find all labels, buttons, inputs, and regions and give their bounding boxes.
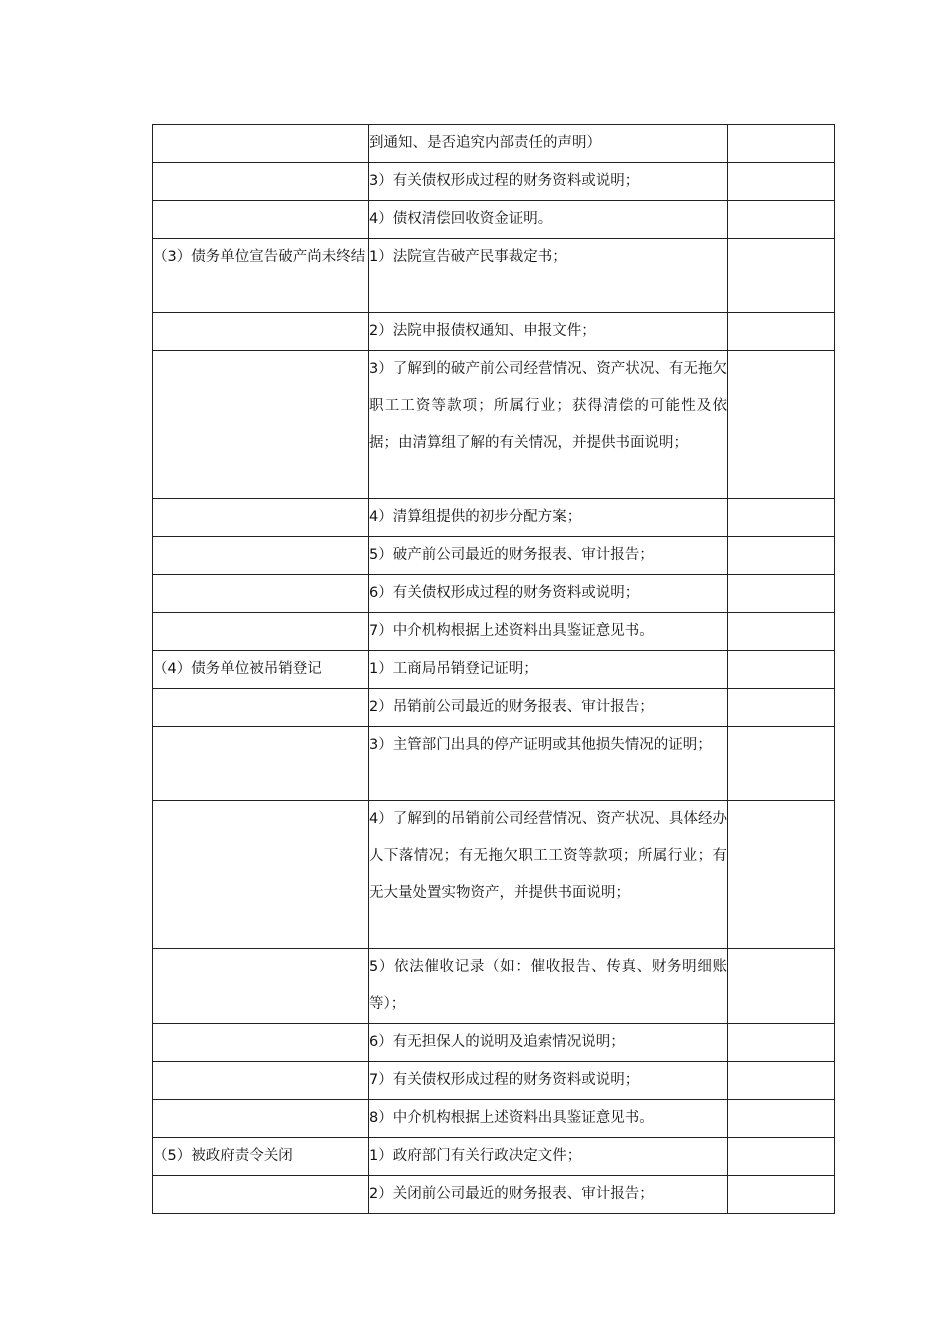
category-cell	[153, 1062, 369, 1100]
table-row	[153, 1024, 835, 1062]
material-cell: 5）依法催收记录（如：催收报告、传真、财务明细账等）；	[369, 949, 728, 1024]
material-cell: 6）有关债权形成过程的财务资料或说明；	[369, 575, 728, 613]
remark-cell	[728, 651, 835, 689]
remark-cell	[728, 163, 835, 201]
material-cell: 3）主管部门出具的停产证明或其他损失情况的证明；	[369, 727, 728, 801]
material-cell: 4）了解到的吊销前公司经营情况、资产状况、具体经办人下落情况；有无拖欠职工工资等款项；所属行业；有无大量处置实物资产，并提供书面说明；	[369, 801, 728, 949]
category-cell	[153, 801, 369, 949]
table-row	[153, 351, 835, 499]
table-row	[153, 125, 835, 163]
table-row	[153, 239, 835, 313]
category-cell: （4）债务单位被吊销登记	[153, 651, 369, 689]
category-cell	[153, 949, 369, 1024]
category-cell	[153, 163, 369, 201]
material-cell: 4）清算组提供的初步分配方案；	[369, 499, 728, 537]
category-cell: （3）债务单位宣告破产尚未终结	[153, 239, 369, 313]
material-cell: 到通知、是否追究内部责任的声明）	[369, 125, 728, 163]
category-cell	[153, 689, 369, 727]
table-row	[153, 201, 835, 239]
table-row	[153, 313, 835, 351]
material-cell: 6）有无担保人的说明及追索情况说明；	[369, 1024, 728, 1062]
category-cell	[153, 313, 369, 351]
remark-cell	[728, 537, 835, 575]
remark-cell	[728, 201, 835, 239]
remark-cell	[728, 1062, 835, 1100]
material-cell: 3）有关债权形成过程的财务资料或说明；	[369, 163, 728, 201]
category-cell	[153, 1024, 369, 1062]
remark-cell	[728, 1024, 835, 1062]
table-row	[153, 575, 835, 613]
category-cell	[153, 613, 369, 651]
remark-cell	[728, 1100, 835, 1138]
material-cell: 2）吊销前公司最近的财务报表、审计报告；	[369, 689, 728, 727]
remark-cell	[728, 125, 835, 163]
remark-cell	[728, 313, 835, 351]
table-row	[153, 801, 835, 949]
category-cell	[153, 575, 369, 613]
category-cell	[153, 727, 369, 801]
category-cell	[153, 201, 369, 239]
category-cell	[153, 537, 369, 575]
material-cell: 7）有关债权形成过程的财务资料或说明；	[369, 1062, 728, 1100]
remark-cell	[728, 689, 835, 727]
remark-cell	[728, 613, 835, 651]
remark-cell	[728, 239, 835, 313]
material-cell: 1）法院宣告破产民事裁定书；	[369, 239, 728, 313]
requirements-table	[152, 124, 835, 1214]
remark-cell	[728, 801, 835, 949]
remark-cell	[728, 1176, 835, 1214]
remark-cell	[728, 1138, 835, 1176]
category-cell	[153, 351, 369, 499]
table-row	[153, 689, 835, 727]
table-row	[153, 1176, 835, 1214]
category-cell: （5）被政府责令关闭	[153, 1138, 369, 1176]
material-cell: 2）关闭前公司最近的财务报表、审计报告；	[369, 1176, 728, 1214]
remark-cell	[728, 499, 835, 537]
category-cell	[153, 1100, 369, 1138]
material-cell: 1）政府部门有关行政决定文件；	[369, 1138, 728, 1176]
material-cell: 8）中介机构根据上述资料出具鉴证意见书。	[369, 1100, 728, 1138]
category-cell	[153, 1176, 369, 1214]
remark-cell	[728, 351, 835, 499]
remark-cell	[728, 727, 835, 801]
table-row	[153, 499, 835, 537]
material-cell: 4）债权清偿回收资金证明。	[369, 201, 728, 239]
table-row	[153, 163, 835, 201]
table-row	[153, 537, 835, 575]
table-row	[153, 1100, 835, 1138]
table-row	[153, 1062, 835, 1100]
table-row	[153, 613, 835, 651]
category-cell	[153, 499, 369, 537]
table-row	[153, 1138, 835, 1176]
material-cell: 3）了解到的破产前公司经营情况、资产状况、有无拖欠职工工资等款项；所属行业；获得清偿的可能性及依据；由清算组了解的有关情况，并提供书面说明；	[369, 351, 728, 499]
table-row	[153, 727, 835, 801]
material-cell: 5）破产前公司最近的财务报表、审计报告；	[369, 537, 728, 575]
category-cell	[153, 125, 369, 163]
table-row	[153, 651, 835, 689]
remark-cell	[728, 575, 835, 613]
material-cell: 7）中介机构根据上述资料出具鉴证意见书。	[369, 613, 728, 651]
remark-cell	[728, 949, 835, 1024]
table-row	[153, 949, 835, 1024]
material-cell: 2）法院申报债权通知、申报文件；	[369, 313, 728, 351]
material-cell: 1）工商局吊销登记证明；	[369, 651, 728, 689]
